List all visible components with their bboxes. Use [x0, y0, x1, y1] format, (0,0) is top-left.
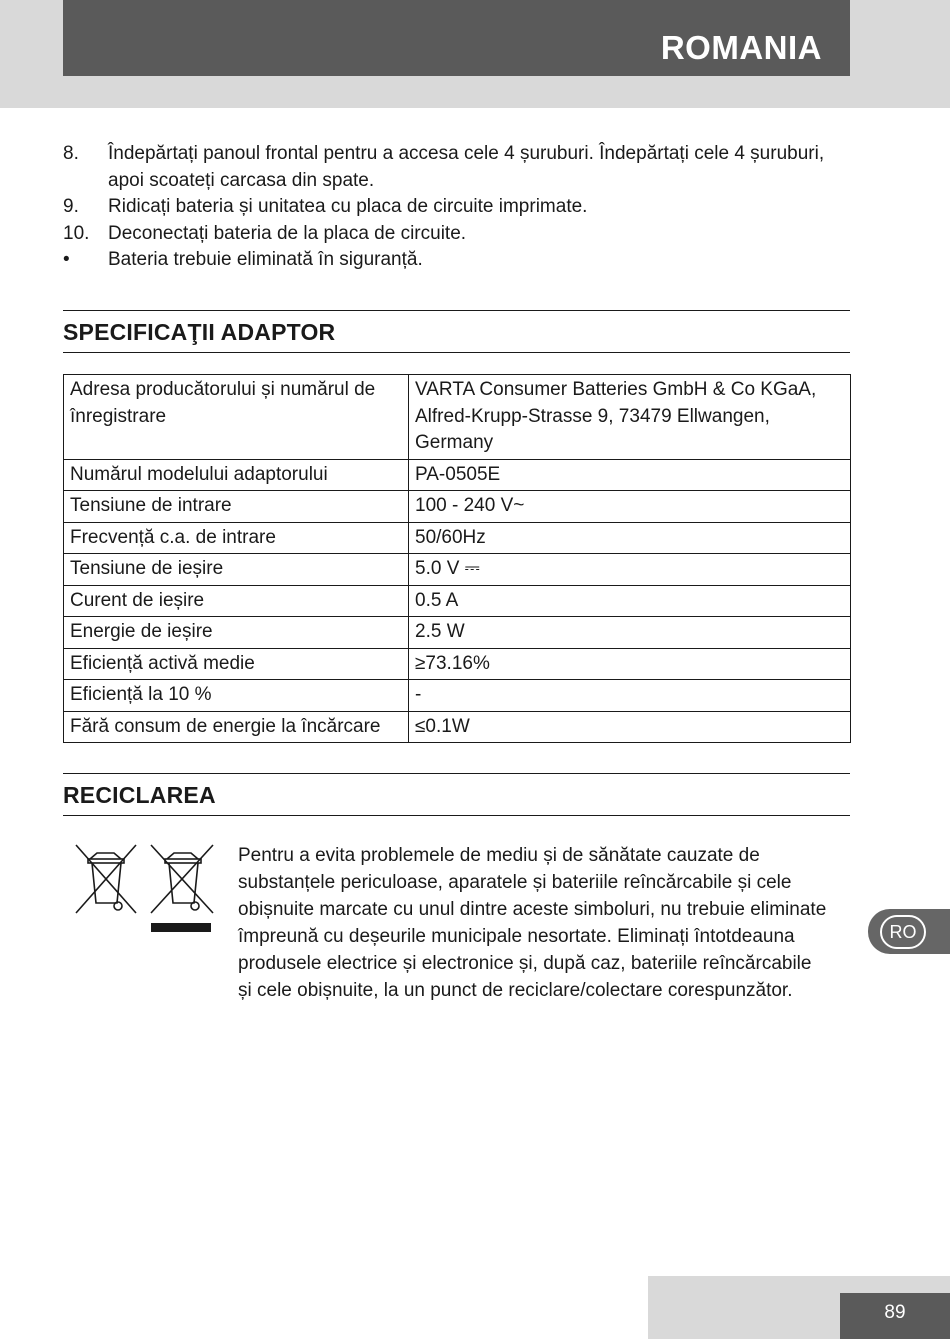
language-tab[interactable] — [868, 909, 950, 954]
table-row — [64, 459, 851, 491]
table-row — [64, 522, 851, 554]
table-row — [64, 375, 851, 460]
spec-label: Eficiență activă medie — [64, 648, 409, 680]
section-divider — [63, 815, 850, 816]
header-bar — [63, 0, 850, 76]
bullet: • — [63, 249, 70, 270]
table-row — [64, 648, 851, 680]
spec-label: Fără consum de energie la încărcare — [64, 711, 409, 743]
crossed-bin-icon — [70, 843, 220, 938]
spec-value: ≤0.1W — [409, 711, 851, 743]
list-item — [63, 141, 853, 194]
spec-label: Numărul modelului adaptorului — [64, 459, 409, 491]
spec-value: 0.5 A — [409, 585, 851, 617]
weee-symbols — [70, 843, 220, 943]
solid-bar-icon — [151, 923, 211, 932]
spec-value: - — [409, 680, 851, 712]
spec-value: 2.5 W — [409, 617, 851, 649]
spec-value: 5.0 V ⎓ — [409, 554, 851, 586]
spec-label: Frecvență c.a. de intrare — [64, 522, 409, 554]
spec-value: 100 - 240 V~ — [409, 491, 851, 523]
step-number: 10. — [63, 222, 90, 244]
list-item — [63, 194, 853, 221]
step-text: Ridicați bateria și unitatea cu placa de circuite imprimate. — [108, 196, 588, 217]
step-number: 8. — [63, 143, 79, 164]
spec-label: Energie de ieșire — [64, 617, 409, 649]
table-row — [64, 585, 851, 617]
step-number: 9. — [63, 196, 79, 217]
page-title: ROMANIA — [660, 29, 822, 66]
spec-label: Eficiență la 10 % — [64, 680, 409, 712]
recycling-section-title: RECICLAREA — [63, 782, 216, 808]
table-row — [64, 617, 851, 649]
step-text: Bateria trebuie eliminată în siguranță. — [108, 249, 423, 270]
steps-list — [63, 141, 853, 274]
list-item — [63, 247, 853, 274]
language-badge: RO — [880, 915, 926, 949]
table-row — [64, 554, 851, 586]
recycling-paragraph: Pentru a evita problemele de mediu și de sănătate cauzate de substanțele periculoase, aparatele și bateriile reîncărcabile și cele obișnuite marcate cu unul dintre aceste simboluri, nu trebuie eliminate împreună cu deșeurile municipale nesortate. Eliminați întotdeauna produsele electrice și electronice și, după caz, bateriile reîncărcabile și cele obișnuite, la un punct de reciclare/colectare corespunzător. — [238, 845, 827, 1001]
list-item — [63, 221, 853, 248]
step-text: Îndepărtați panoul frontal pentru a accesa cele 4 șuruburi. Îndepărtați cele 4 șuruburi, apoi scoateți carcasa din spate. — [108, 143, 825, 191]
spec-value: ≥73.16% — [409, 648, 851, 680]
spec-label: Curent de ieșire — [64, 585, 409, 617]
spec-label: Tensiune de ieșire — [64, 554, 409, 586]
table-row — [64, 491, 851, 523]
adapter-spec-table — [63, 374, 851, 743]
step-text: Deconectați bateria de la placa de circuite. — [108, 222, 467, 244]
spec-value: 50/60Hz — [409, 522, 851, 554]
section-divider — [63, 310, 850, 311]
table-row — [64, 711, 851, 743]
page-number: 89 — [840, 1293, 950, 1339]
spec-label: Tensiune de intrare — [64, 491, 409, 523]
spec-value: VARTA Consumer Batteries GmbH & Co KGaA, Alfred-Krupp-Strasse 9, 73479 Ellwangen, Germany — [409, 375, 851, 460]
section-divider — [63, 352, 850, 353]
section-divider — [63, 773, 850, 774]
table-row — [64, 680, 851, 712]
adapter-section-title: SPECIFICAŢII ADAPTOR — [63, 319, 336, 345]
spec-value: PA-0505E — [409, 459, 851, 491]
spec-label: Adresa producătorului și numărul de înregistrare — [64, 375, 409, 460]
